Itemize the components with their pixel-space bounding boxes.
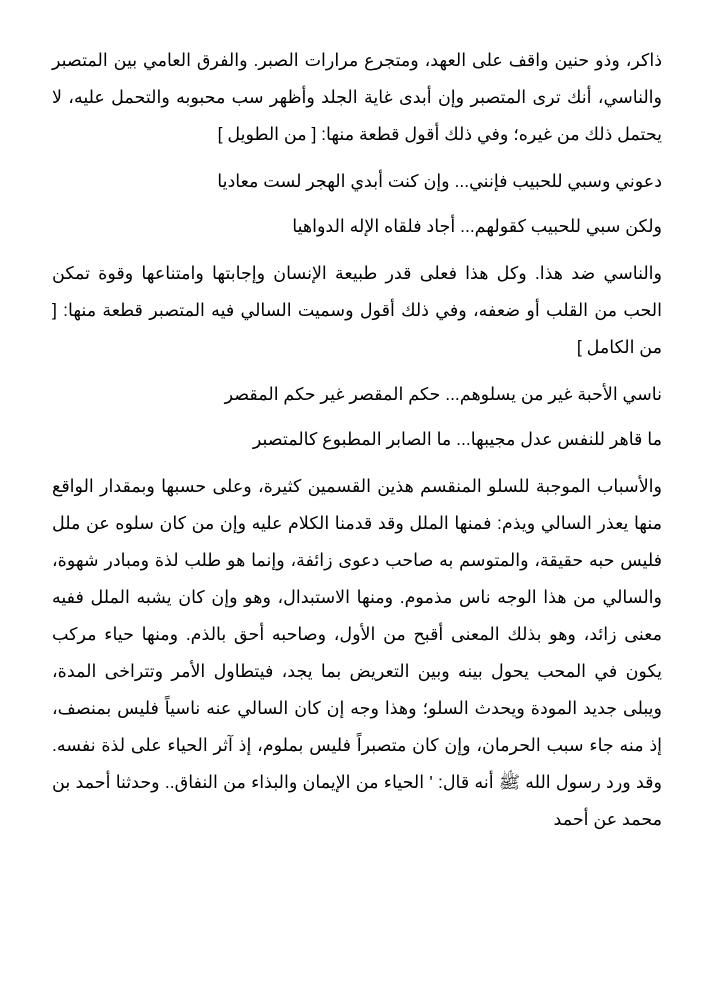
paragraph-second: والناسي ضد هذا. وكل هذا فعلى قدر طبيعة الإنسان وإجابتها وامتناعها وقوة تمكن الحب من القلب أو ضعفه، وفي ذلك أقول وسميت السالي فيه المتصبر قطعة منها: [ من الكامل ] bbox=[52, 263, 662, 357]
paragraph-third: والأسباب الموجبة للسلو المنقسم هذين القسمين كثيرة، وعلى حسبها وبمقدار الواقع منها يعذر السالي ويذم: فمنها الملل وقد قدمنا الكلام عليه وإن من كان سلوه عن ملل فليس حبه حقيقة، والمتوسم به صاحب دعوى زائفة، وإنما هو طلب لذة ومبادر شهوة، والسالي من هذا الوجه ناس مذموم. ومنها الاستبدال، وهو وإن كان يشبه الملل ففيه معنى زائد، وهو بذلك المعنى أقبح من الأول، وصاحبه أحق بالذم. ومنها حياء مركب يكون في المحب يحول بينه وبين التعريض بما يجد، فيتطاول الأمر وتتراخى المدة، ويبلى جديد المودة ويحدث السلو؛ وهذا وجه إن كان السالي عنه ناسياً فليس بمنصف، إذ منه جاء سبب الحرمان، وإن كان متصبراً فليس بملوم، إذ آثر الحياء على لذة نفسه. وقد ورد رسول الله ﷺ أنه قال: ' الحياء من الإيمان والبذاء من النفاق.. وحدثنا أحمد بن محمد عن أحمد bbox=[52, 476, 662, 829]
verse-line-1: دعوني وسبي للحبيب فإنني... وإن كنت أبدي الهجر لست معاديا bbox=[217, 171, 662, 191]
verse-line-2: ولكن سبي للحبيب كقولهم... أجاد فلقاه الإله الدواهيا bbox=[292, 216, 662, 236]
verse-line-4: ما قاهر للنفس عدل مجيبها... ما الصابر المطبوع كالمتصبر bbox=[252, 429, 662, 449]
document-page bbox=[52, 42, 662, 838]
verse-line-3: ناسي الأحبة غير من يسلوهم... حكم المقصر غير حكم المقصر bbox=[224, 384, 662, 404]
paragraph-intro: ذاكر، وذو حنين واقف على العهد، ومتجرع مرارات الصبر. والفرق العامي بين المتصبر والناسي، أنك ترى المتصبر وإن أبدى غاية الجلد وأظهر سب محبوبه والتحمل عليه، لا يحتمل ذلك من غيره؛ وفي ذلك أقول قطعة منها: [ من الطويل ] bbox=[52, 50, 662, 144]
